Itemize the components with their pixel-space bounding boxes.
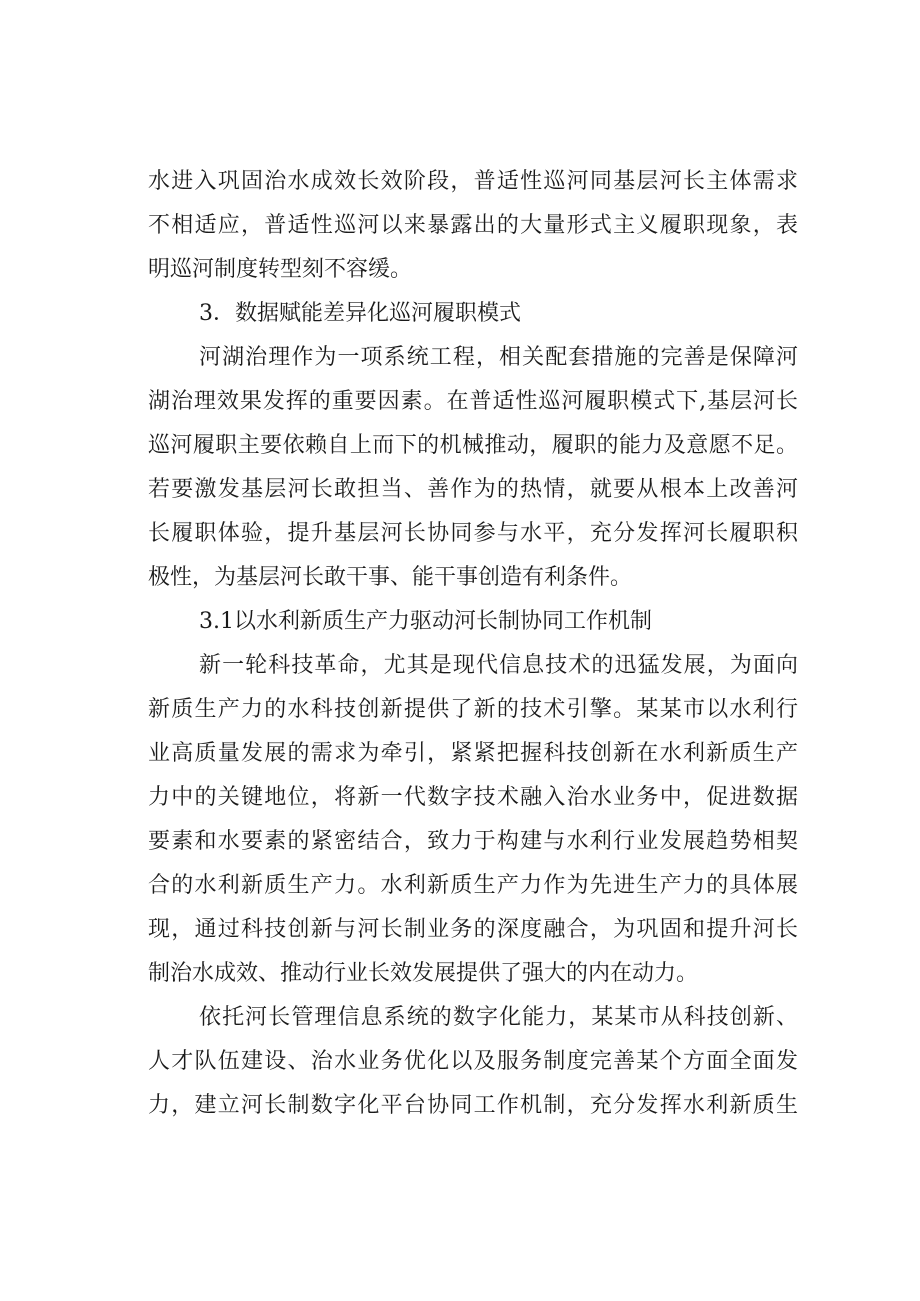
text-line: 若要激发基层河长敢担当、善作为的热情，就要从根本上改善河 — [148, 477, 798, 502]
text-line: 业高质量发展的需求为牵引，紧紧把握科技创新在水利新质生产 — [148, 741, 798, 766]
heading-text: 3.1以水利新质生产力驱动河长制协同工作机制 — [199, 609, 652, 634]
text-line: 长履职体验，提升基层河长协同参与水平，充分发挥河长履职积 — [148, 521, 798, 546]
text-line: 现，通过科技创新与河长制业务的深度融合，为巩固和提升河长 — [148, 917, 798, 942]
section-heading-3-1 — [148, 600, 798, 644]
text-line: 力中的关键地位，将新一代数字技术融入治水业务中，促进数据 — [148, 785, 798, 810]
document-body — [148, 160, 798, 1128]
text-line: 人才队伍建设、治水业务优化以及服务制度完善某个方面全面发 — [148, 1049, 798, 1074]
paragraph-3 — [148, 644, 798, 996]
section-heading-3 — [148, 292, 798, 336]
text-line: 不相适应，普适性巡河以来暴露出的大量形式主义履职现象，表 — [148, 213, 798, 238]
text-line: 制治水成效、推动行业长效发展提供了强大的内在动力。 — [148, 961, 699, 986]
text-line: 合的水利新质生产力。水利新质生产力作为先进生产力的具体展 — [148, 873, 798, 898]
heading-text: 3．数据赋能差异化巡河履职模式 — [199, 301, 521, 326]
text-line: 湖治理效果发挥的重要因素。在普适性巡河履职模式下,基层河长 — [148, 389, 798, 414]
text-line: 明巡河制度转型刻不容缓。 — [148, 257, 413, 282]
text-line: 水进入巩固治水成效长效阶段，普适性巡河同基层河长主体需求 — [148, 169, 798, 194]
text-line: 极性，为基层河长敢干事、能干事创造有利条件。 — [148, 565, 633, 590]
text-line: 河湖治理作为一项系统工程，相关配套措施的完善是保障河 — [199, 345, 798, 370]
paragraph-1 — [148, 160, 798, 292]
text-line: 要素和水要素的紧密结合，致力于构建与水利行业发展趋势相契 — [148, 829, 798, 854]
paragraph-4 — [148, 996, 798, 1128]
text-line: 依托河长管理信息系统的数字化能力，某某市从科技创新、 — [199, 1005, 798, 1030]
text-line: 巡河履职主要依赖自上而下的机械推动，履职的能力及意愿不足。 — [148, 433, 798, 458]
paragraph-2 — [148, 336, 798, 600]
text-line: 力，建立河长制数字化平台协同工作机制，充分发挥水利新质生 — [148, 1093, 798, 1118]
text-line: 新质生产力的水科技创新提供了新的技术引擎。某某市以水利行 — [148, 697, 798, 722]
text-line: 新一轮科技革命，尤其是现代信息技术的迅猛发展，为面向 — [199, 653, 798, 678]
